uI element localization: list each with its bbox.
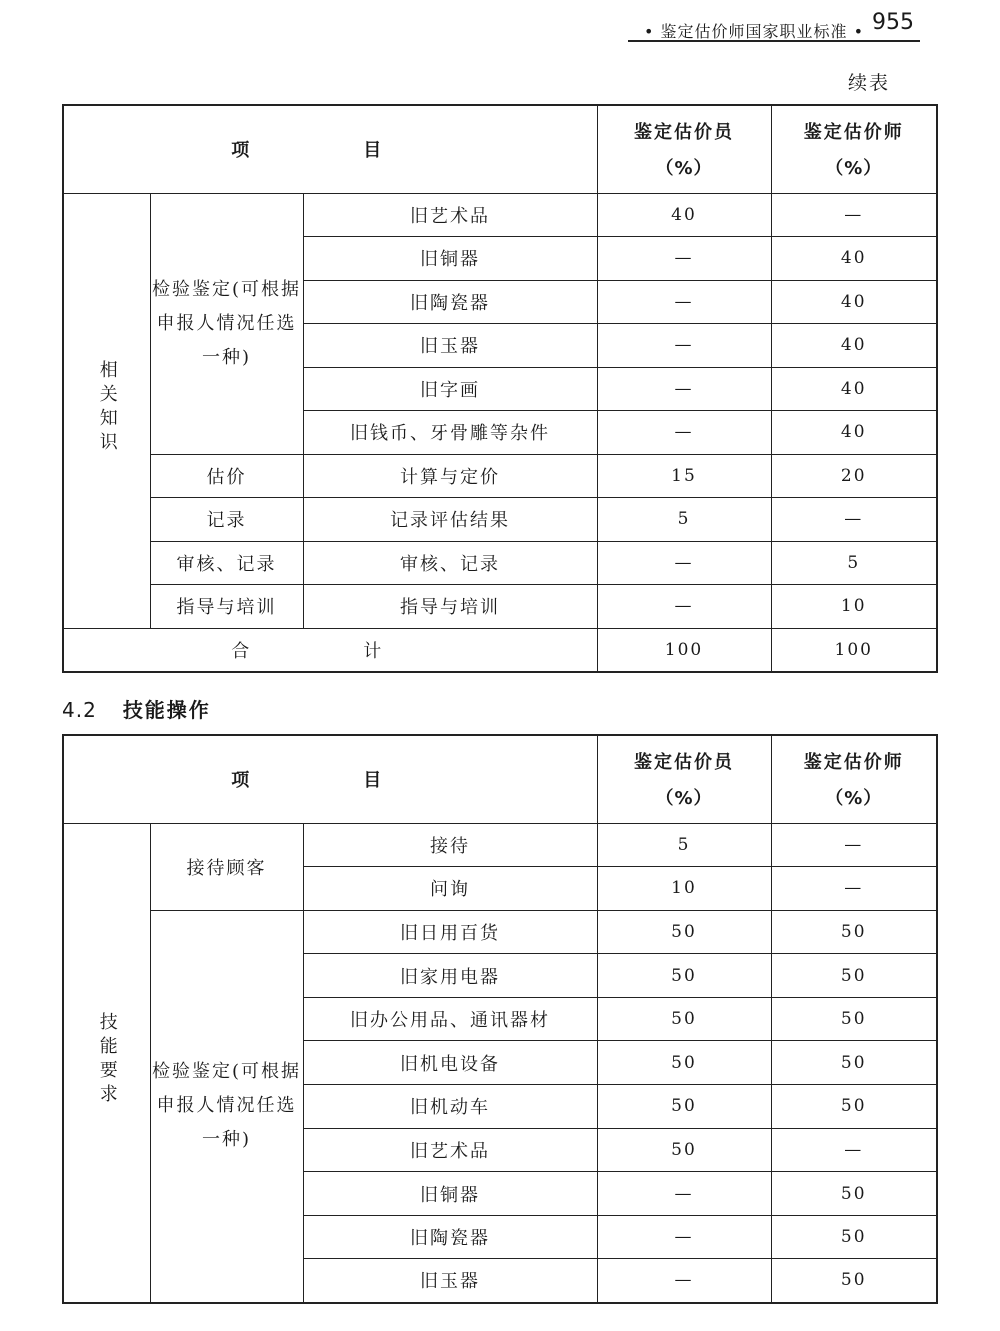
subgroup-label: 检验鉴定(可根据申报人情况任选一种) — [150, 193, 303, 454]
value-cell: 50 — [597, 954, 771, 998]
item-cell: 旧机电设备 — [303, 1041, 597, 1085]
table-row — [63, 910, 937, 954]
value-cell: 50 — [771, 954, 937, 998]
value-cell: — — [597, 1172, 771, 1216]
subgroup-label: 检验鉴定(可根据申报人情况任选一种) — [150, 910, 303, 1302]
item-cell: 接待 — [303, 823, 597, 867]
item-cell: 旧艺术品 — [303, 1128, 597, 1172]
total-value: 100 — [597, 628, 771, 672]
value-cell: 50 — [597, 910, 771, 954]
value-cell: 50 — [597, 1085, 771, 1129]
value-cell: 50 — [771, 1259, 937, 1303]
value-cell: 15 — [597, 454, 771, 498]
value-cell: 40 — [597, 193, 771, 237]
section-number: 4.2 — [62, 698, 97, 722]
subgroup-label: 审核、记录 — [150, 541, 303, 585]
item-cell: 旧办公用品、通讯器材 — [303, 997, 597, 1041]
skills-weight-table — [62, 734, 938, 1304]
item-cell: 旧陶瓷器 — [303, 280, 597, 324]
table-row — [63, 454, 937, 498]
item-cell: 记录评估结果 — [303, 498, 597, 542]
total-row — [63, 628, 937, 672]
value-cell: 50 — [771, 910, 937, 954]
value-cell: — — [597, 367, 771, 411]
table-row — [63, 498, 937, 542]
value-cell: 50 — [597, 1128, 771, 1172]
value-cell: 5 — [597, 498, 771, 542]
value-cell: — — [597, 237, 771, 281]
value-cell: 50 — [771, 997, 937, 1041]
value-cell: — — [771, 867, 937, 911]
item-cell: 旧家用电器 — [303, 954, 597, 998]
table-row — [63, 823, 937, 867]
value-cell: 5 — [771, 541, 937, 585]
value-cell: 40 — [771, 411, 937, 455]
table-row — [63, 585, 937, 629]
value-cell: 40 — [771, 237, 937, 281]
value-cell: 20 — [771, 454, 937, 498]
value-cell: 50 — [597, 997, 771, 1041]
item-cell: 旧铜器 — [303, 237, 597, 281]
item-cell: 旧字画 — [303, 367, 597, 411]
value-cell: 40 — [771, 324, 937, 368]
item-cell: 旧玉器 — [303, 1259, 597, 1303]
col1-header: 鉴定估价员 （%） — [597, 735, 771, 823]
item-cell: 旧艺术品 — [303, 193, 597, 237]
value-cell: — — [597, 585, 771, 629]
running-head-title: • 鉴定估价师国家职业标准 • — [644, 22, 865, 41]
col2-header: 鉴定估价师 （%） — [771, 735, 937, 823]
value-cell: 50 — [771, 1085, 937, 1129]
table-header-row — [63, 105, 937, 193]
value-cell: 10 — [597, 867, 771, 911]
section-title: 技能操作 — [122, 698, 211, 722]
item-cell: 计算与定价 — [303, 454, 597, 498]
subgroup-label: 指导与培训 — [150, 585, 303, 629]
item-cell: 旧铜器 — [303, 1172, 597, 1216]
group-label: 相关知识 — [63, 193, 150, 628]
col2-header: 鉴定估价师 （%） — [771, 105, 937, 193]
continued-label: 续表 — [847, 72, 890, 94]
subgroup-label: 估价 — [150, 454, 303, 498]
subgroup-label: 接待顾客 — [150, 823, 303, 910]
value-cell: — — [597, 411, 771, 455]
item-cell: 问询 — [303, 867, 597, 911]
item-cell: 审核、记录 — [303, 541, 597, 585]
item-cell: 旧机动车 — [303, 1085, 597, 1129]
value-cell: 5 — [597, 823, 771, 867]
col1-header: 鉴定估价员 （%） — [597, 105, 771, 193]
value-cell: 50 — [771, 1041, 937, 1085]
total-label: 合 计 — [63, 628, 597, 672]
section-heading — [62, 694, 211, 723]
value-cell: 40 — [771, 367, 937, 411]
value-cell: — — [771, 1128, 937, 1172]
value-cell: 50 — [771, 1215, 937, 1259]
item-header: 项 目 — [63, 735, 597, 823]
subgroup-label: 记录 — [150, 498, 303, 542]
total-value: 100 — [771, 628, 937, 672]
table-row — [63, 541, 937, 585]
knowledge-weight-table — [62, 104, 938, 673]
value-cell: 10 — [771, 585, 937, 629]
value-cell: — — [771, 193, 937, 237]
running-head — [628, 6, 920, 42]
item-cell: 旧钱币、牙骨雕等杂件 — [303, 411, 597, 455]
item-cell: 指导与培训 — [303, 585, 597, 629]
value-cell: — — [597, 324, 771, 368]
value-cell: 50 — [771, 1172, 937, 1216]
item-cell: 旧陶瓷器 — [303, 1215, 597, 1259]
item-cell: 旧玉器 — [303, 324, 597, 368]
item-cell: 旧日用百货 — [303, 910, 597, 954]
item-header: 项 目 — [63, 105, 597, 193]
value-cell: — — [597, 280, 771, 324]
page-number: 955 — [872, 10, 914, 35]
group-label: 技能要求 — [63, 823, 150, 1303]
value-cell: 50 — [597, 1041, 771, 1085]
value-cell: 40 — [771, 280, 937, 324]
table-header-row — [63, 735, 937, 823]
value-cell: — — [597, 541, 771, 585]
value-cell: — — [771, 498, 937, 542]
value-cell: — — [597, 1215, 771, 1259]
table-row — [63, 193, 937, 237]
value-cell: — — [771, 823, 937, 867]
value-cell: — — [597, 1259, 771, 1303]
